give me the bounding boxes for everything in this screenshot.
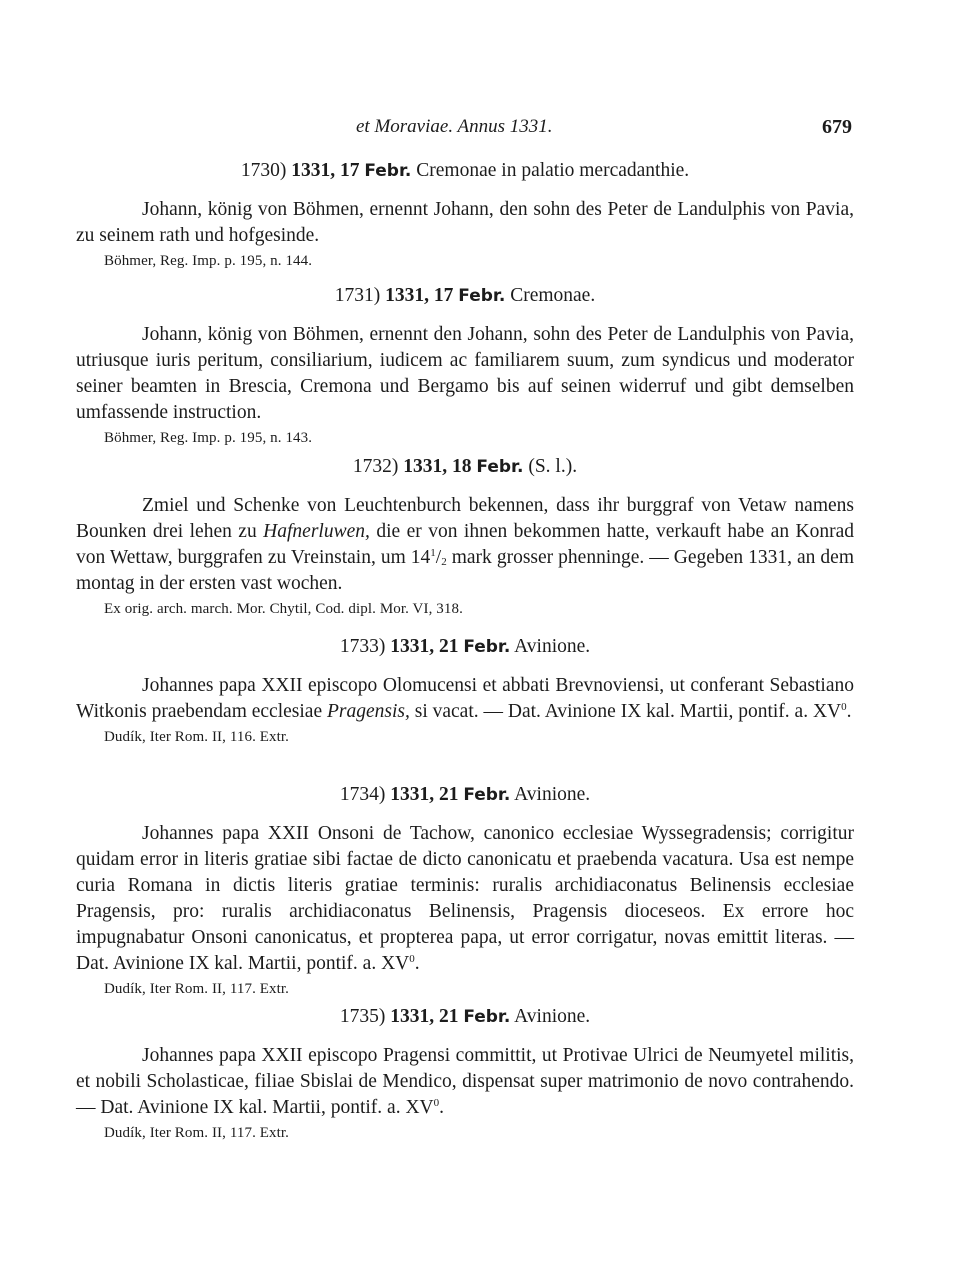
entry-place: Avinione. — [514, 636, 591, 657]
entry-1731 — [76, 283, 854, 448]
entry-heading — [76, 454, 854, 480]
entry-text: Johannes papa XXII episcopo Pragensi committit, ut Protivae Ulrici de Neumyetel militis, et nobili Scholasticae, filiae Sbislai de Mendico, dispensat super matrimonio de novo contrahendo. — Dat. Avinione IX kal. Martii, pontif. a. $XV^0$. — [76, 1045, 854, 1118]
entry-number: 1731) — [334, 285, 381, 306]
entry-date: 1331, 21 — [390, 784, 459, 805]
entry-place: Avinione. — [514, 1006, 591, 1027]
entry-place: Avinione. — [514, 784, 591, 805]
entry-heading — [76, 1004, 854, 1030]
entry-text: Johannes papa XXII Onsoni de Tachow, canonico ecclesiae Wyssegradensis; corrigitur quidam error in literis gratiae sibi factae de dicto canonicatu et praebenda vacatura. Usa est nempe curia Romana in dictis literis gratiae terminis: ruralis archidiaconatus Belinensis ecclesiae Pragensis, pro: ruralis archidiaconatus Belinensis, Pragensis dioceseos. Ex errore hoc impugnabatur Onsoni canonicatus, et propterea papa, ut error corrigatur, novas emittit literas. — Dat. Avinione IX kal. Martii, pontif. a. $XV^0$. — [76, 823, 854, 974]
entry-month: Febr. — [463, 637, 511, 657]
entry-number: 1734) — [339, 784, 386, 805]
entry-date: 1331, 17 — [291, 160, 360, 181]
entry-number: 1735) — [339, 1006, 386, 1027]
entry-date: 1331, 21 — [390, 636, 459, 657]
entry-source: Böhmer, Reg. Imp. p. 195, n. 144. — [104, 253, 313, 269]
entry-number: 1732) — [352, 456, 399, 477]
entry-month: Febr. — [458, 286, 506, 306]
entry-place: (S. l.). — [528, 456, 578, 477]
entry-1733 — [76, 634, 854, 747]
entry-1735 — [76, 1004, 854, 1143]
entry-text: Johann, könig von Böhmen, ernennt den Johann, sohn des Peter de Landulphis von Pavia, utriusque iuris peritum, consiliarium, iudicem ac familiarem suum, zum syndicus und moderator seiner beamten in Brescia, Cremona und Bergamo bis auf seinen widerruf und gibt demselben umfassende instruction. — [76, 324, 854, 423]
page-header — [0, 114, 960, 142]
running-head: et Moraviae. Annus 1331. — [356, 116, 553, 137]
entry-text: Zmiel und Schenke von Leuchtenburch bekennen, dass ihr burggraf von Vetaw namens Bounken drei lehen zu Hafnerluwen, die er von ihnen bekommen hatte, verkauft habe an Konrad von Wettaw, burggrafen zu Vreinstain, um $14^1/_2$ mark grosser phenninge. — Gegeben 1331, an dem montag in der ersten vast wochen. — [76, 495, 855, 594]
entry-number: 1730) — [240, 160, 287, 181]
entry-source: Dudík, Iter Rom. II, 116. Extr. — [104, 729, 290, 745]
entry-heading — [76, 634, 854, 660]
entry-month: Febr. — [463, 1007, 511, 1027]
entry-number: 1733) — [339, 636, 386, 657]
entry-source: Dudík, Iter Rom. II, 117. Extr. — [104, 981, 290, 997]
entry-date: 1331, 17 — [385, 285, 454, 306]
entry-heading — [76, 283, 854, 309]
entry-source: Böhmer, Reg. Imp. p. 195, n. 143. — [104, 430, 313, 446]
page-number: 679 — [822, 116, 852, 138]
entry-date: 1331, 21 — [390, 1006, 459, 1027]
entry-date: 1331, 18 — [403, 456, 472, 477]
entry-heading — [76, 158, 854, 184]
entry-month: Febr. — [364, 161, 412, 181]
entry-month: Febr. — [463, 785, 511, 805]
entry-source: Dudík, Iter Rom. II, 117. Extr. — [104, 1125, 290, 1141]
entry-1734 — [76, 782, 854, 999]
entry-heading — [76, 782, 854, 808]
entry-1730 — [76, 158, 854, 271]
entry-text: Johann, könig von Böhmen, ernennt Johann, den sohn des Peter de Landulphis von Pavia, zu seinem rath und hofgesinde. — [76, 199, 854, 246]
entry-place: Cremonae. — [510, 285, 596, 306]
entry-month: Febr. — [476, 457, 524, 477]
entry-source: Ex orig. arch. march. Mor. Chytil, Cod. dipl. Mor. VI, 318. — [104, 601, 463, 617]
entry-place: Cremonae in palatio mercadanthie. — [416, 160, 690, 181]
entry-1732 — [76, 454, 854, 619]
entry-text: Johannes papa XXII episcopo Olomucensi et abbati Brevnoviensi, ut conferant Sebastiano Witkonis praebendam ecclesiae Pragensis, si vacat. — Dat. Avinione IX kal. Martii, pontif. a. $XV^0$. — [76, 675, 854, 722]
